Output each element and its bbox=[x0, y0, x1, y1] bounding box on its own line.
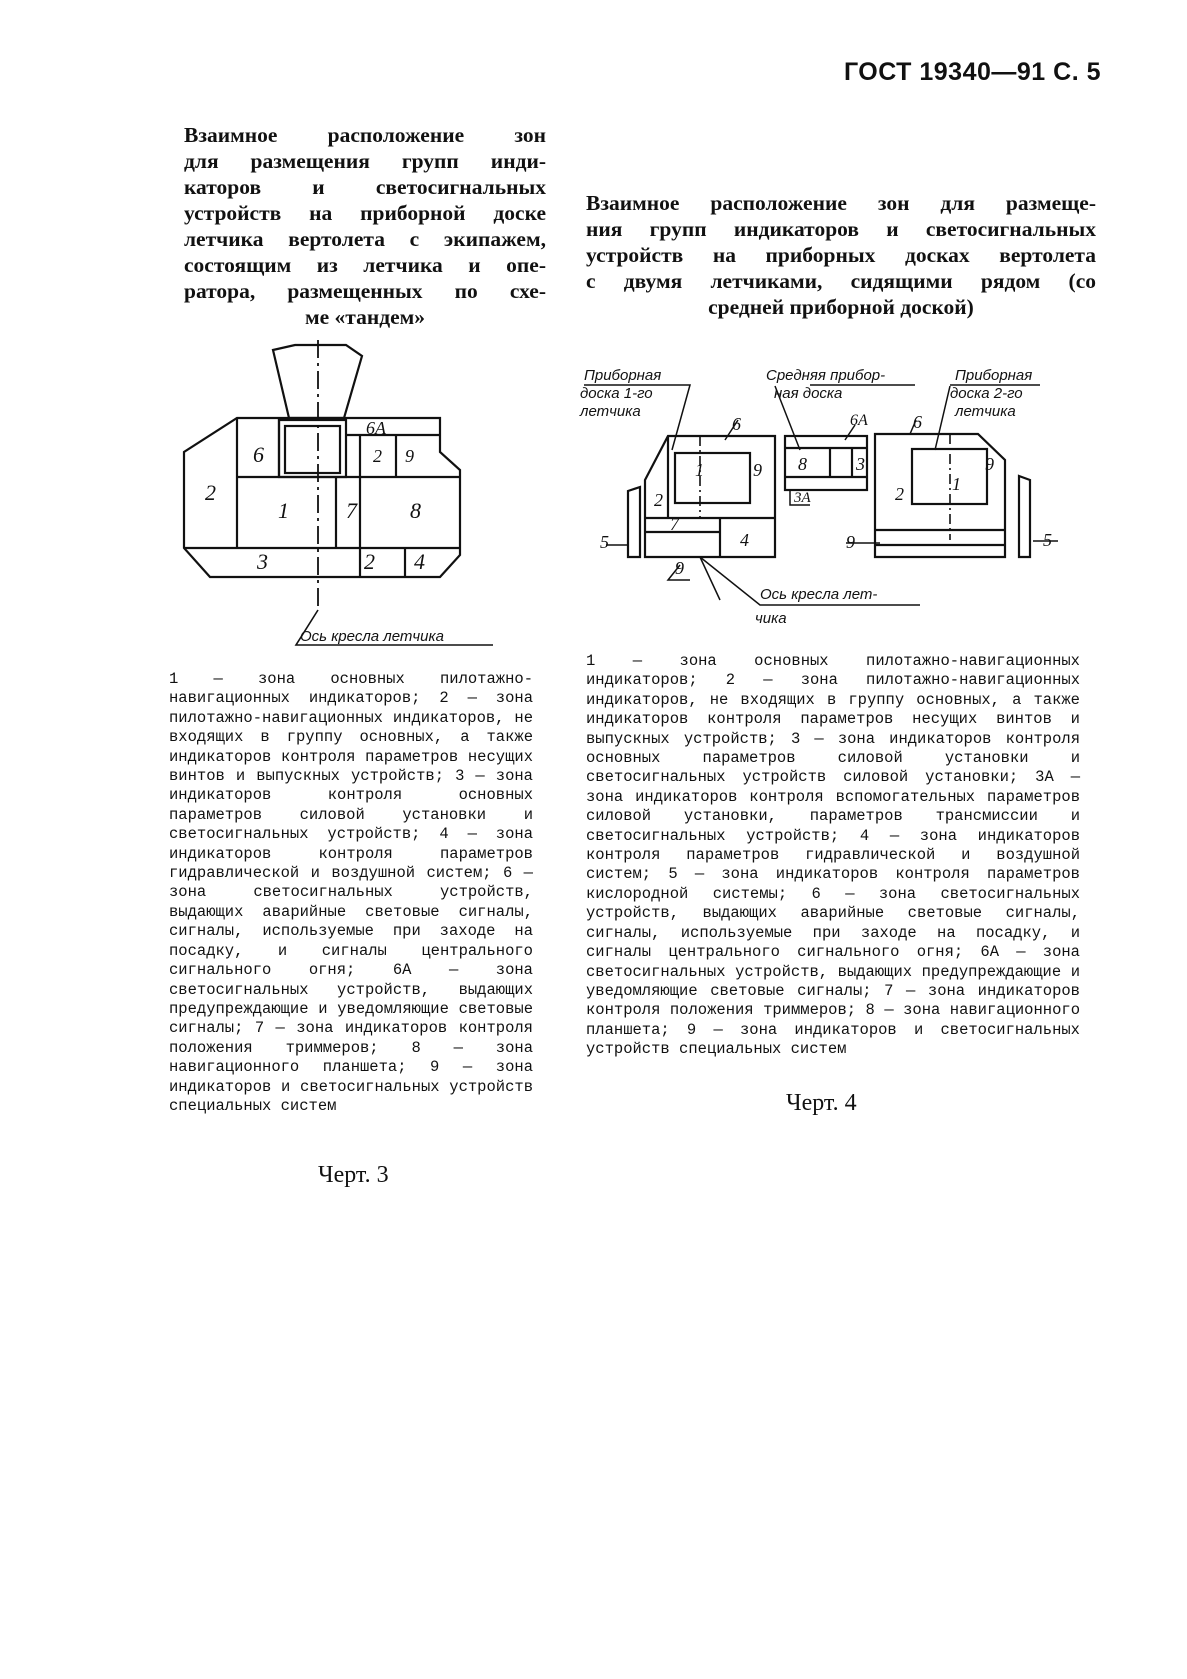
right-legend: 1 — зона основных пилотажно-навигационных индикаторов; 2 — зона пилотажно-навигационных индикаторов, не входящих в группу основных, а также индикаторов контроля параметров несущих винтов и выпускных устройств; 3 — зона индикаторов контроля основных параметров силовой установки и светосигнальных устройств силовой установки; 3А — зона индикаторов контроля вспомогательных параметров силовой установки, параметров трансмиссии и светосигнальных устройств; 4 — зона индикаторов контроля параметров гидравлической и воздушной систем; 5 — зона индикаторов контроля параметров кислородной системы; 6 — зона светосигнальных устройств, выдающих аварийные световые сигналы, сигналы, используемые при заходе на посадку, и сигналы центрального сигнального огня; 6А — зона светосигнальных устройств, выдающих предупреждающие и уведомляющие световые сигналы; 7 — зона индикаторов контроля положения триммеров; 8 — зона навигационного планшета; 9 — зона индикаторов и светосигнальных устройств специальных систем bbox=[586, 652, 1080, 1059]
zone-label: 8 bbox=[798, 454, 807, 474]
title-line: средней приборной доской) bbox=[708, 295, 974, 319]
zone-label: 3А bbox=[794, 490, 811, 506]
panel-2-label-line: Приборная bbox=[955, 367, 1033, 384]
zone-label: 6 bbox=[913, 412, 922, 432]
title-line: летчика вертолета с экипажем, bbox=[184, 227, 546, 251]
panel-1-outline bbox=[628, 436, 775, 557]
title-line: Взаимное расположение зон для размеще- bbox=[586, 191, 1096, 215]
zone-label: 2 bbox=[373, 446, 382, 466]
left-legend: 1 — зона основных пилотажно-навигационных индикаторов; 2 — зона пилотажно-навигационных индикаторов, не входящих в группу основных, а также индикаторов контроля параметров несущих винтов и выпускных устройств; 3 — зона индикаторов контроля основных параметров силовой установки и светосигнальных устройств; 4 — зона индикаторов контроля параметров гидравлической и воздушной систем; 6 — зона светосигнальных устройств, выдающих аварийные световые сигналы, сигналы, используемые при заходе на посадку, и сигналы центрального сигнального огня; 6А — зона светосигнальных устройств, выдающих предупреждающие и уведомляющие световые сигналы; 7 — зона индикаторов контроля положения триммеров; 8 — зона навигационного планшета; 9 — зона индикаторов и светосигнальных устройств специальных систем bbox=[169, 670, 533, 1115]
zone-label: 2 bbox=[895, 484, 904, 504]
middle-panel-label-line: ная доска bbox=[774, 385, 843, 402]
zone-label: 1 bbox=[952, 474, 961, 494]
panel-1-label-line: доска 1-го bbox=[580, 385, 653, 402]
zone-label: 1 bbox=[695, 460, 704, 480]
zone-label: 3 bbox=[856, 454, 865, 474]
zone-label: 9 bbox=[405, 446, 414, 466]
axis-labels bbox=[755, 586, 877, 627]
page-header: ГОСТ 19340—91 С. 5 bbox=[843, 58, 1101, 86]
zone-label: 9 bbox=[675, 558, 684, 578]
panel-1-label-line: летчика bbox=[580, 403, 641, 420]
title-line: устройств на приборных досках вертолета bbox=[586, 243, 1096, 267]
zone-label: 8 bbox=[410, 498, 421, 523]
zone-label: 5 bbox=[1043, 530, 1052, 550]
title-line: ме «тандем» bbox=[304, 305, 426, 329]
zone-label: 7 bbox=[670, 514, 679, 534]
axis-label: Ось кресла летчика bbox=[300, 628, 444, 645]
figure-caption-4: Черт. 4 bbox=[786, 1090, 857, 1116]
zone-label: 3 bbox=[257, 549, 268, 574]
title-line: каторов и светосигнальных bbox=[184, 175, 546, 199]
zone-label: 9 bbox=[985, 454, 994, 474]
zone-label: 2 bbox=[654, 490, 663, 510]
zone-label: 9 bbox=[846, 532, 855, 552]
zone-label: 1 bbox=[278, 498, 289, 523]
panel-1-label-line: Приборная bbox=[584, 367, 662, 384]
figure-caption-3: Черт. 3 bbox=[318, 1162, 389, 1188]
title-line: с двумя летчиками, сидящими рядом (со bbox=[586, 269, 1096, 293]
zone-label: 2 bbox=[205, 480, 216, 505]
title-line: устройств на приборной доске bbox=[184, 201, 546, 225]
panel-2-label-line: доска 2-го bbox=[950, 385, 1023, 402]
zone-label: 6А bbox=[366, 418, 386, 438]
title-line: ния групп индикаторов и светосигнальных bbox=[586, 217, 1096, 241]
title-line: состоящим из летчика и опе- bbox=[184, 253, 546, 277]
zone-label: 9 bbox=[753, 460, 762, 480]
panel-2-label-line: летчика bbox=[955, 403, 1016, 420]
zone-label: 4 bbox=[740, 530, 749, 550]
axis-label-line: Ось кресла лет- bbox=[760, 586, 878, 603]
title-line: ратора, размещенных по схе- bbox=[184, 279, 546, 303]
zone-label: 2 bbox=[364, 549, 375, 574]
zone-label: 6 bbox=[732, 414, 741, 434]
zone-label: 7 bbox=[346, 498, 357, 523]
zone-label: 6 bbox=[253, 442, 264, 467]
panel-labels bbox=[579, 367, 1032, 420]
zone-label: 4 bbox=[414, 549, 425, 574]
axis-label-line: чика bbox=[755, 610, 787, 627]
title-line: для размещения групп инди- bbox=[184, 149, 546, 173]
zone-label: 6А bbox=[850, 412, 868, 429]
zone-label: 5 bbox=[600, 532, 609, 552]
title-line: Взаимное расположение зон bbox=[184, 123, 546, 147]
middle-panel-label-line: Средняя прибор- bbox=[766, 367, 886, 384]
